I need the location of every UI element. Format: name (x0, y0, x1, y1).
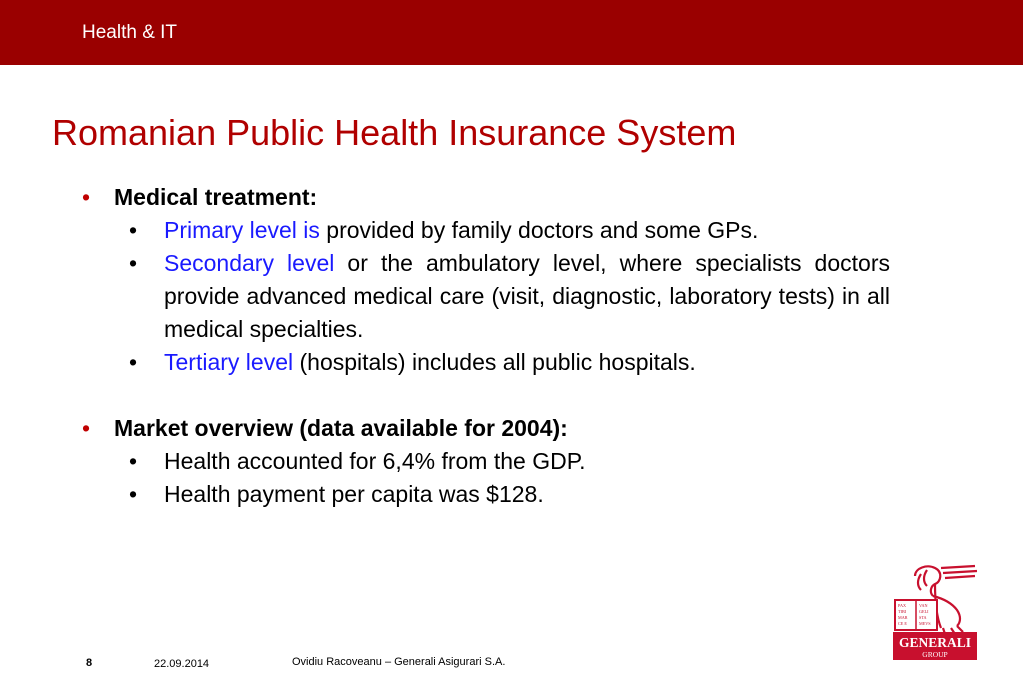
bullet-text: (hospitals) includes all public hospitals. (293, 349, 696, 375)
bullet-icon: • (82, 184, 91, 210)
bullet-text: provided by family doctors and some GPs. (319, 217, 759, 243)
bullet-text: Health payment per capita was $128. (164, 481, 544, 507)
brand-name: GENERALI (898, 635, 972, 650)
bullet-text: Health accounted for 6,4% from the GDP. (164, 448, 586, 474)
bullet-icon: • (82, 415, 91, 441)
book-icon (895, 600, 937, 630)
slide-title: Romanian Public Health Insurance System (52, 112, 737, 153)
sub-bullet-tertiary (129, 346, 890, 379)
bullet-market-overview (82, 412, 890, 445)
bullet-icon: • (129, 349, 138, 375)
bullet-medical-treatment (82, 181, 890, 214)
svg-text:STA: STA (919, 615, 927, 620)
svg-text:TIBI: TIBI (898, 609, 907, 614)
section-heading: Medical treatment: (114, 184, 318, 210)
spacer (0, 379, 1023, 412)
section-heading: Market overview (data available for 2004): (114, 415, 568, 441)
svg-text:MAR: MAR (898, 615, 908, 620)
highlight-term: Tertiary level (164, 349, 294, 375)
bullet-icon: • (129, 481, 138, 507)
sub-bullet-primary (129, 214, 890, 247)
sub-bullet-secondary (129, 247, 890, 346)
bullet-text: or the ambulatory level, where specialists doctors provide advanced medical care (visit, diagnostic, laboratory tests) in all medical specialties. (164, 250, 890, 342)
brand-sub: GROUP (922, 650, 948, 659)
generali-logo (891, 562, 979, 662)
page-number: 8 (86, 657, 93, 669)
header-title: Health & IT (82, 22, 178, 43)
svg-text:PAX: PAX (898, 603, 906, 608)
slide-content (0, 181, 1023, 511)
bullet-icon: • (129, 448, 138, 474)
svg-text:MEVS: MEVS (919, 621, 931, 626)
sub-bullet-gdp (129, 445, 890, 478)
highlight-term: Secondary level (164, 250, 335, 276)
svg-text:CE E: CE E (898, 621, 907, 626)
svg-text:VAN: VAN (919, 603, 928, 608)
footer-date: 22.09.2014 (154, 658, 210, 670)
footer-author: Ovidiu Racoveanu – Generali Asigurari S.A. (292, 656, 506, 668)
bullet-icon: • (129, 250, 138, 276)
bullet-icon: • (129, 217, 138, 243)
sub-bullet-per-capita (129, 478, 890, 511)
highlight-term: Primary level is (164, 217, 320, 243)
svg-text:GELI: GELI (919, 609, 929, 614)
header-band (0, 0, 1023, 65)
